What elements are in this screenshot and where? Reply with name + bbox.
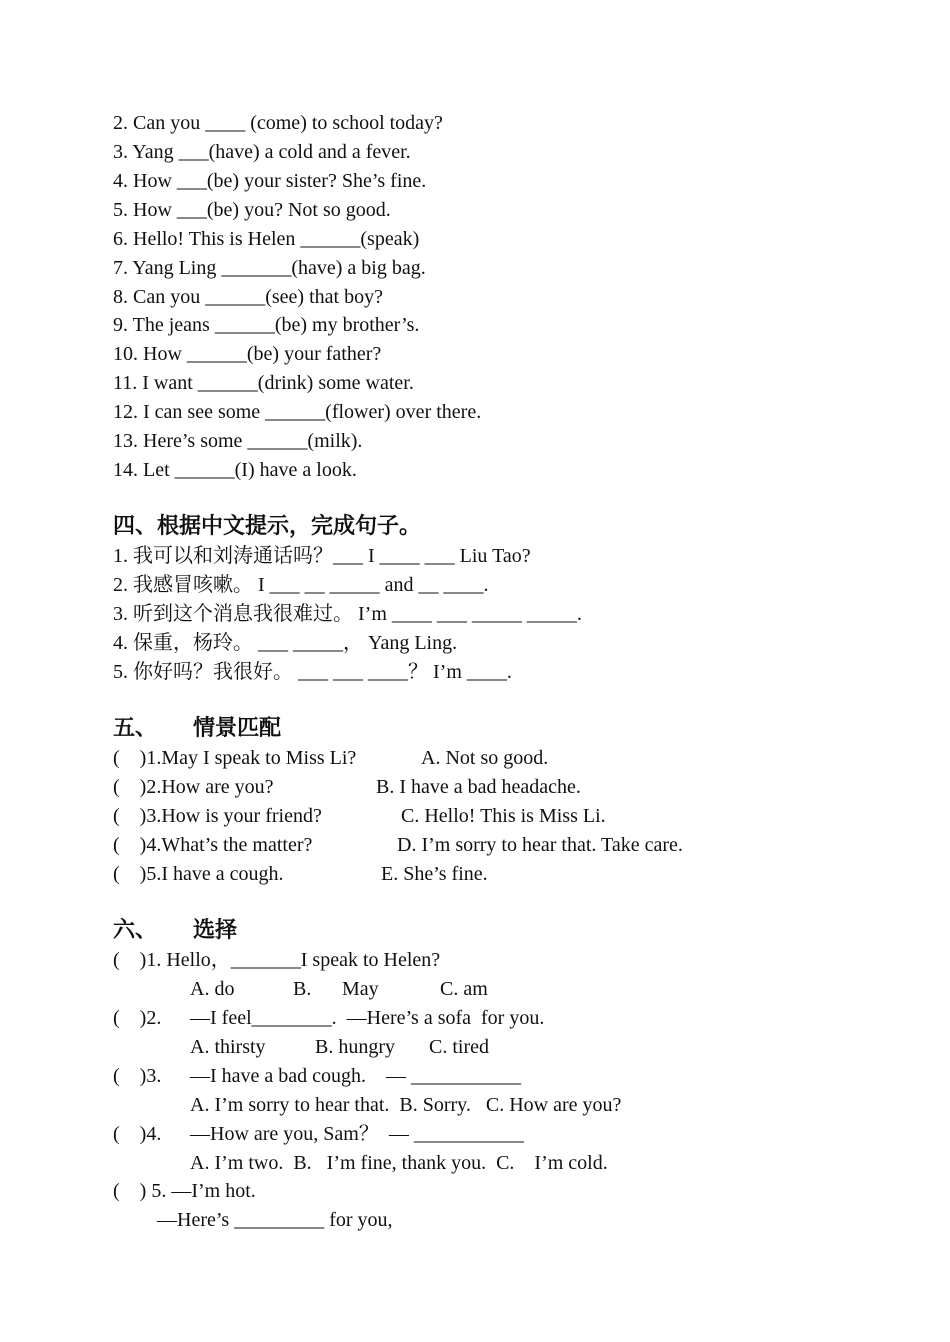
choice-option: A. thirsty <box>190 1036 266 1058</box>
choice-option: C. am <box>440 978 488 1000</box>
exercise-line: 9. The jeans ______(be) my brother’s. <box>113 314 420 336</box>
choice-option: B. hungry <box>315 1036 395 1058</box>
choice-question: —I have a bad cough. — ___________ <box>190 1065 522 1087</box>
exercise-line: 2. 我感冒咳嗽。 I ___ __ _____ and __ ____. <box>113 574 489 596</box>
match-question: ( )2.How are you? <box>113 776 274 798</box>
section-heading <box>113 715 281 743</box>
match-question: ( )3.How is your friend? <box>113 805 322 827</box>
match-answer: A. Not so good. <box>421 747 549 769</box>
choice-option: May <box>342 978 379 1000</box>
exercise-line: 13. Here’s some ______(milk). <box>113 430 363 452</box>
exercise-line: 3. Yang ___(have) a cold and a fever. <box>113 141 411 163</box>
match-answer: C. Hello! This is Miss Li. <box>401 805 606 827</box>
exercise-line: 8. Can you ______(see) that boy? <box>113 286 383 308</box>
exercise-line: 7. Yang Ling _______(have) a big bag. <box>113 257 426 279</box>
choice-option: C. tired <box>429 1036 489 1058</box>
exercise-line: 10. How ______(be) your father? <box>113 343 382 365</box>
match-question: ( )5.I have a cough. <box>113 863 284 885</box>
section-heading: 四、根据中文提示，完成句子。 <box>113 514 422 539</box>
match-question: ( )1.May I speak to Miss Li? <box>113 747 357 769</box>
choice-options: A. I’m sorry to hear that. B. Sorry. C. How are you? <box>190 1094 622 1116</box>
exercise-line: 3. 听到这个消息我很难过。 I’m ____ ___ _____ _____. <box>113 603 582 625</box>
section-number: 六、 <box>113 918 158 943</box>
exercise-line: 11. I want ______(drink) some water. <box>113 372 414 394</box>
choice-option: A. do <box>190 978 235 1000</box>
exercise-line: 12. I can see some ______(flower) over there. <box>113 401 482 423</box>
choice-reply: —Here’s _________ for you, <box>157 1209 393 1231</box>
match-answer: B. I have a bad headache. <box>376 776 581 798</box>
choice-options: A. I’m two. B. I’m fine, thank you. C. I’m cold. <box>190 1152 608 1174</box>
exercise-line: 2. Can you ____ (come) to school today? <box>113 112 443 134</box>
section-heading <box>113 917 237 945</box>
match-answer: E. She’s fine. <box>381 863 488 885</box>
section-number: 五、 <box>113 716 158 741</box>
choice-question: ( ) 5. —I’m hot. <box>113 1180 256 1202</box>
exercise-line: 1. 我可以和刘涛通话吗？___ I ____ ___ Liu Tao? <box>113 545 531 567</box>
choice-question: —I feel________. —Here’s a sofa for you. <box>190 1007 545 1029</box>
choice-question: —How are you, Sam？ — ___________ <box>190 1123 524 1145</box>
match-question: ( )4.What’s the matter? <box>113 834 313 856</box>
section-title: 选择 <box>193 918 238 943</box>
choice-question: ( )1. Hello，_______I speak to Helen? <box>113 949 441 971</box>
choice-question-number: ( )3. <box>113 1065 162 1087</box>
choice-question-number: ( )4. <box>113 1123 162 1145</box>
match-answer: D. I’m sorry to hear that. Take care. <box>397 834 683 856</box>
exercise-line: 5. 你好吗？我很好。 ___ ___ ____？ I’m ____. <box>113 661 512 683</box>
section-title: 情景匹配 <box>193 716 282 741</box>
exercise-line: 6. Hello! This is Helen ______(speak) <box>113 228 420 250</box>
exercise-line: 4. How ___(be) your sister? She’s fine. <box>113 170 427 192</box>
choice-option: B. <box>293 978 312 1000</box>
exercise-line: 4. 保重，杨玲。 ___ _____， Yang Ling. <box>113 632 458 654</box>
exercise-line: 5. How ___(be) you? Not so good. <box>113 199 391 221</box>
exercise-line: 14. Let ______(I) have a look. <box>113 459 357 481</box>
choice-question-number: ( )2. <box>113 1007 162 1029</box>
